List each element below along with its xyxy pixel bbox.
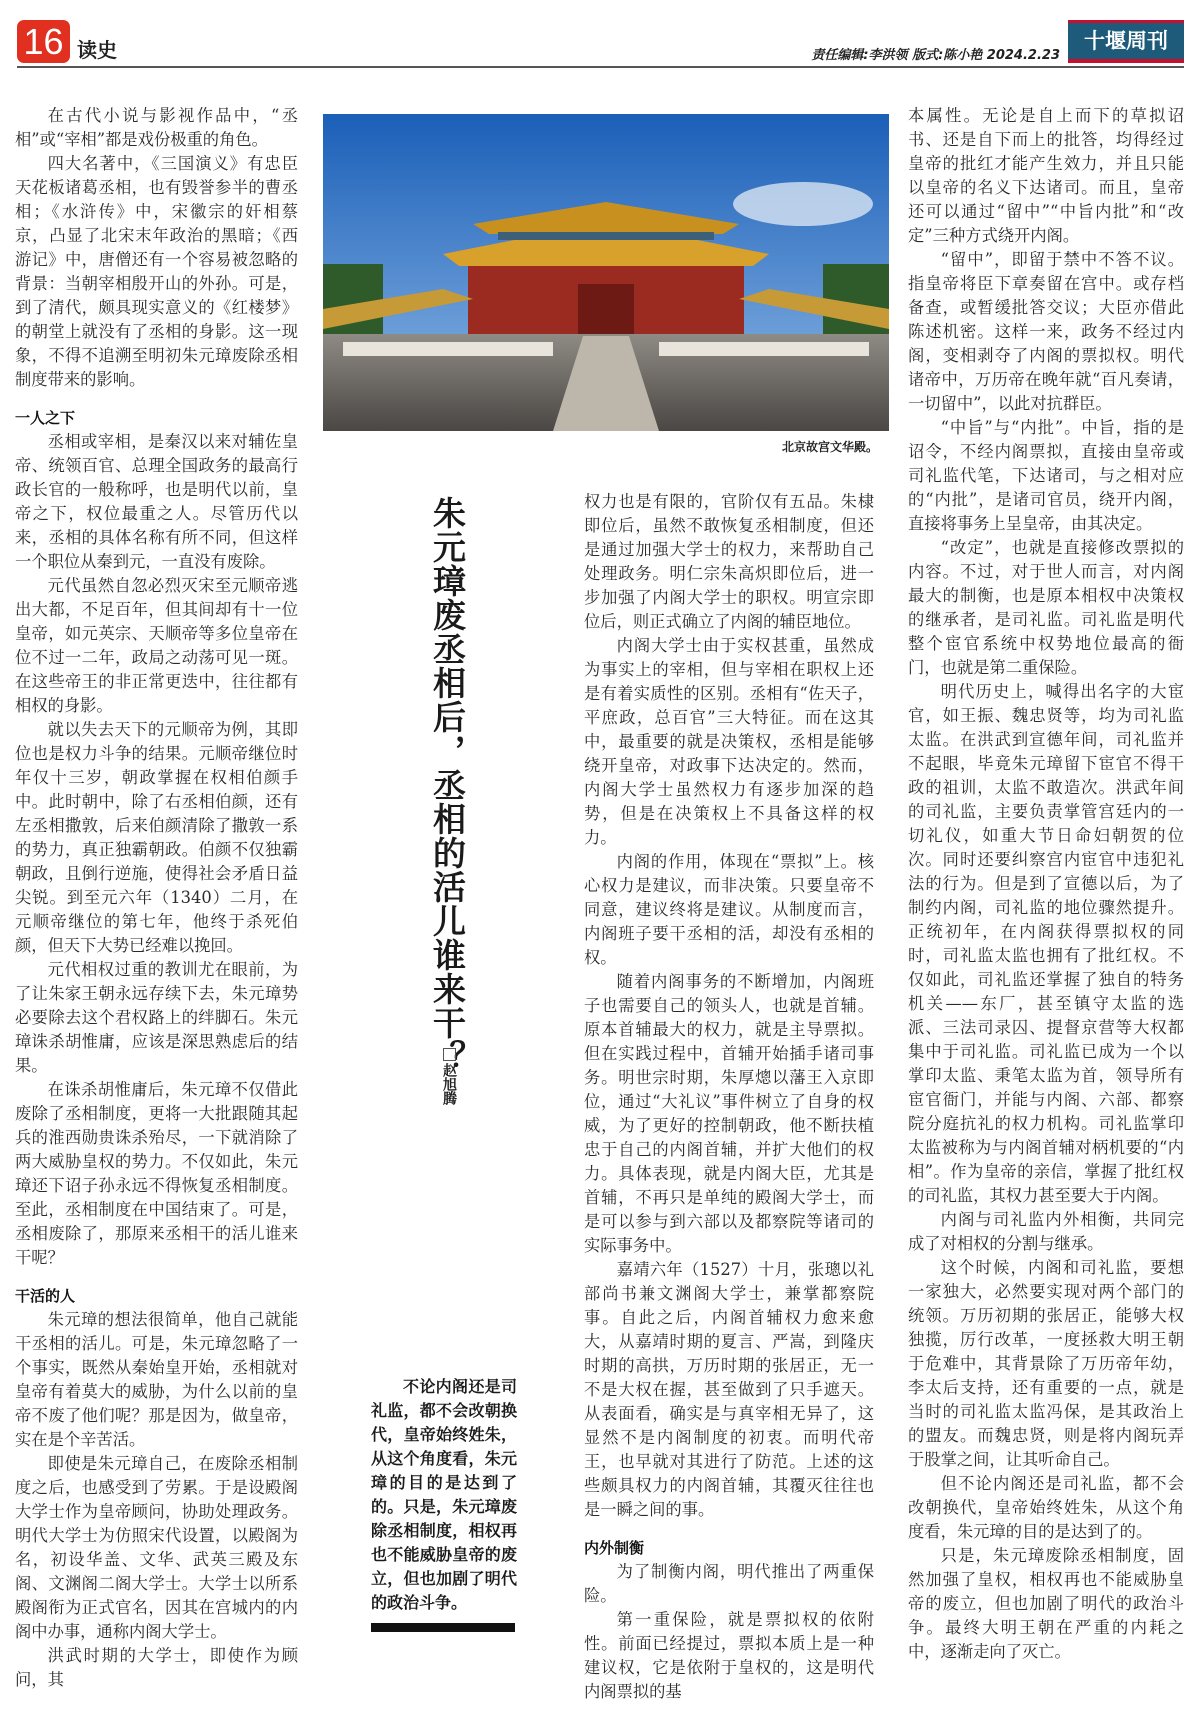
paragraph: “中旨”与“内批”。中旨，指的是诏令，不经内阁票拟，直接由皇帝或司礼监代笔，下达诸司，与之相对应的“内批”，是诸司官员，绕开内阁，直接将事务上呈皇帝，由其决定。	[908, 418, 1184, 533]
paragraph: 即使是朱元璋自己，在废除丞相制度之后，也感受到了劳累。于是设殿阁大学士作为皇帝顾问，协助处理政务。明代大学士为仿照宋代设置，以殿阁为名，初设华盖、文华、武英三殿及东阁、文渊阁二阁大学士。大学士以所系殿阁衔为正式官名，因其在宫城内的内阁中办事，通称内阁大学士。	[15, 1454, 298, 1641]
text-column-3	[584, 490, 874, 1704]
paragraph: 但不论内阁还是司礼监，都不会改朝换代，皇帝始终姓朱，从这个角度看，朱元璋的目的是达到了的。	[908, 1474, 1184, 1541]
paragraph: 元代虽然自忽必烈灭宋至元顺帝逃出大都，不足百年，但其间却有十一位皇帝，如元英宗、天顺帝等多位皇帝在位不过一二年，政局之动荡可见一斑。在这些帝王的非正常更迭中，往往都有相权的身影。	[15, 576, 298, 715]
text-column-4	[908, 104, 1184, 1664]
byline	[439, 1048, 459, 1105]
header-divider	[17, 66, 1184, 68]
paragraph: 随着内阁事务的不断增加，内阁班子也需要自己的领头人，也就是首辅。原本首辅最大的权力，就是主导票拟。但在实践过程中，首辅开始插手诸司事务。明世宗时期，朱厚熜以藩王入京即位，通过“大礼议”事件树立了自身的权威，为了更好的控制朝政，他不断扶植忠于自己的内阁首辅，并扩大他们的权力。具体表现，就是内阁大臣，尤其是首辅，不再只是单纯的殿阁大学士，而是可以参与到六部以及都察院等诸司的实际事务中。	[584, 972, 874, 1255]
byline-square-icon	[443, 1048, 456, 1061]
section-title: 读史	[77, 38, 117, 62]
photo-caption: 北京故宫文华殿。	[781, 440, 878, 454]
paragraph: 就以失去天下的元顺帝为例，其即位也是权力斗争的结果。元顺帝继位时年仅十三岁，朝政掌握在权相伯颜手中。此时朝中，除了右丞相伯颜，还有左丞相撒敦，后来伯颜清除了撒敦一系的势力，真正独霸朝政。伯颜不仅独霸朝政，且倒行逆施，使得社会矛盾日益尖锐。到至元六年（1340）二月，在元顺帝继位的第七年，他终于杀死伯颜，但天下大势已经难以挽回。	[15, 720, 298, 955]
paragraph: “改定”，也就是直接修改票拟的内容。不过，对于世人而言，对内阁最大的制衡，也是原本相权中决策权的继承者，是司礼监。司礼监是明代整个宦官系统中权势地位最高的衙门，也就是第二重保险。	[908, 538, 1184, 677]
publication-logo: 十堰周刊	[1068, 20, 1184, 63]
paragraph: 朱元璋的想法很简单，他自己就能干丞相的活儿。可是，朱元璋忽略了一个事实，既然从秦始皇开始，丞相就对皇帝有着莫大的威胁，为什么以前的皇帝不废了他们呢？那是因为，做皇帝，实在是个辛苦活。	[15, 1310, 298, 1449]
paragraph: 四大名著中，《三国演义》有忠臣天花板诸葛丞相，也有毁誉参半的曹丞相；《水浒传》中，宋徽宗的奸相蔡京，凸显了北宋末年政治的黑暗；《西游记》中，唐僧还有一个容易被忽略的背景：当朝宰相殷开山的外孙。可是，到了清代，颇具现实意义的《红楼梦》的朝堂上就没有了丞相的身影。这一现象，不得不追溯至明初朱元璋废除丞相制度带来的影响。	[15, 154, 298, 389]
paragraph: 内阁的作用，体现在“票拟”上。核心权力是建议，而非决策。只要皇帝不同意，建议终将是建议。从制度而言，内阁班子要干丞相的活，却没有丞相的权。	[584, 852, 874, 967]
byline-author: 赵旭腾	[441, 1063, 457, 1105]
paragraph: 在诛杀胡惟庸后，朱元璋不仅借此废除了丞相制度，更将一大批跟随其起兵的淮西勋贵诛杀殆尽，一下就消除了两大威胁皇权的势力。不仅如此，朱元璋还下诏子孙永远不得恢复丞相制度。至此，丞相制度在中国结束了。可是，丞相废除了，那原来丞相干的活儿谁来干呢？	[15, 1080, 298, 1267]
subheading: 干活的人	[15, 1287, 76, 1305]
paragraph: 只是，朱元璋废除丞相制度，固然加强了皇权，相权再也不能威胁皇帝的废立，但也加剧了明代的政治斗争。最终大明王朝在严重的内耗之中，逐渐走向了灭亡。	[908, 1546, 1184, 1661]
paragraph: 第一重保险，就是票拟权的依附性。前面已经提过，票拟本质上是一种建议权，它是依附于皇权的，这是明代内阁票拟的基	[584, 1610, 874, 1701]
pull-quote-block	[371, 1375, 517, 1632]
paragraph: 内阁与司礼监内外相衡，共同完成了对相权的分割与继承。	[908, 1210, 1184, 1253]
pull-quote: 不论内阁还是司礼监，都不会改朝换代，皇帝始终姓朱，从这个角度看，朱元璋的目的是达到了的。只是，朱元璋废除丞相制度，相权再也不能威胁皇帝的废立，但也加剧了明代的政治斗争。	[371, 1377, 517, 1612]
paragraph: 这个时候，内阁和司礼监，要想一家独大，必然要实现对两个部门的统领。万历初期的张居正，能够大权独揽，厉行改革，一度拯救大明王朝于危难中，其背景除了万历帝年幼，李太后支持，还有重要的一点，就是当时的司礼监太监冯保，是其政治上的盟友。而魏忠贤，则是将内阁玩弄于股掌之间，让其听命自己。	[908, 1258, 1184, 1469]
paragraph: 洪武时期的大学士，即使作为顾问，其	[15, 1646, 298, 1689]
paragraph: “留中”，即留于禁中不答不议。指皇帝将臣下章奏留在宫中。或存档备查，或暂缓批答交议；大臣亦借此陈述机密。这样一来，政务不经过内阁，变相剥夺了内阁的票拟权。明代诸帝中，万历帝在晚年就“百凡奏请，一切留中”，以此对抗群臣。	[908, 250, 1184, 413]
paragraph: 丞相或宰相，是秦汉以来对辅佐皇帝、统领百官、总理全国政务的最高行政长官的一般称呼，也是明代以前，皇帝之下，权位最重之人。尽管历代以来，丞相的具体名称有所不同，但这样一个职位从秦到元，一直没有废除。	[15, 432, 298, 571]
subheading: 一人之下	[15, 409, 76, 427]
subheading: 内外制衡	[584, 1539, 645, 1557]
paragraph: 元代相权过重的教训尤在眼前，为了让朱家王朝永远存续下去，朱元璋势必要除去这个君权路上的绊脚石。朱元璋诛杀胡惟庸，应该是深思熟虑后的结果。	[15, 960, 298, 1075]
editor-credits: 责任编辑:李洪领 版式:陈小艳 2024.2.23	[811, 48, 1060, 63]
paragraph: 权力也是有限的，官阶仅有五品。朱棣即位后，虽然不敢恢复丞相制度，但还是通过加强大学士的权力，来帮助自己处理政务。明仁宗朱高炽即位后，进一步加强了内阁大学士的职权。明宣宗即位后，则正式确立了内阁的辅臣地位。	[584, 492, 874, 631]
paragraph: 嘉靖六年（1527）十月，张璁以礼部尚书兼文渊阁大学士，兼掌都察院事。自此之后，内阁首辅权力愈来愈大，从嘉靖时期的夏言、严嵩，到隆庆时期的高拱，万历时期的张居正，无一不是大权在握，甚至做到了只手遮天。从表面看，确实是与真宰相无异了，这显然不是内阁制度的初衷。而明代帝王，也早就对其进行了防范。上述的这些颇具权力的内阁首辅，其覆灭往往也是一瞬之间的事。	[584, 1260, 874, 1519]
paragraph: 在古代小说与影视作品中，“丞相”或“宰相”都是戏份极重的角色。	[15, 106, 298, 149]
palace-photo-illustration	[323, 114, 889, 431]
paragraph: 内阁大学士由于实权甚重，虽然成为事实上的宰相，但与宰相在职权上还是有着实质性的区别。丞相有“佐天子，平庶政，总百官”三大特征。而在这其中，最重要的就是决策权，丞相是能够绕开皇帝，对政事下达决定的。然而，内阁大学士虽然权力有逐步加深的趋势，但是在决策权上不具备这样的权力。	[584, 636, 874, 847]
page-number-badge: 16	[17, 20, 70, 63]
paragraph: 明代历史上，喊得出名字的大宦官，如王振、魏忠贤等，均为司礼监太监。在洪武到宣德年间，司礼监并不起眼，毕竟朱元璋留下宦官不得干政的祖训，太监不敢造次。洪武年间的司礼监，主要负责掌管宫廷内的一切礼仪，如重大节日命妇朝贺的位次。同时还要纠察宫内宦官中违犯礼法的行为。但是到了宣德以后，为了制约内阁，司礼监的地位骤然提升。正统初年，在内阁获得票拟权的同时，司礼监太监也拥有了批红权。不仅如此，司礼监还掌握了独自的特务机关——东厂，甚至镇守太监的选派、三法司录囚、提督京营等大权都集中于司礼监。司礼监已成为一个以掌印太监、秉笔太监为首，领导所有宦官衙门，并能与内阁、六部、都察院分庭抗礼的权力机构。司礼监掌印太监被称为与内阁首辅对柄机要的“内相”。作为皇帝的亲信，掌握了批红权的司礼监，其权力甚至要大于内阁。	[908, 682, 1184, 1205]
pull-quote-bar	[371, 1623, 515, 1632]
article-title: 朱元璋废丞相后，丞相的活儿谁来干？	[428, 496, 467, 1074]
paragraph: 本属性。无论是自上而下的草拟诏书、还是自下而上的批答，均得经过皇帝的批红才能产生效力，并且只能以皇帝的名义下达诸司。而且，皇帝还可以通过“留中”“中旨内批”和“改定”三种方式绕开内阁。	[908, 106, 1184, 245]
photo-wenhua-hall	[323, 114, 889, 431]
paragraph: 为了制衡内阁，明代推出了两重保险。	[584, 1562, 874, 1605]
text-column-1	[15, 104, 298, 1692]
